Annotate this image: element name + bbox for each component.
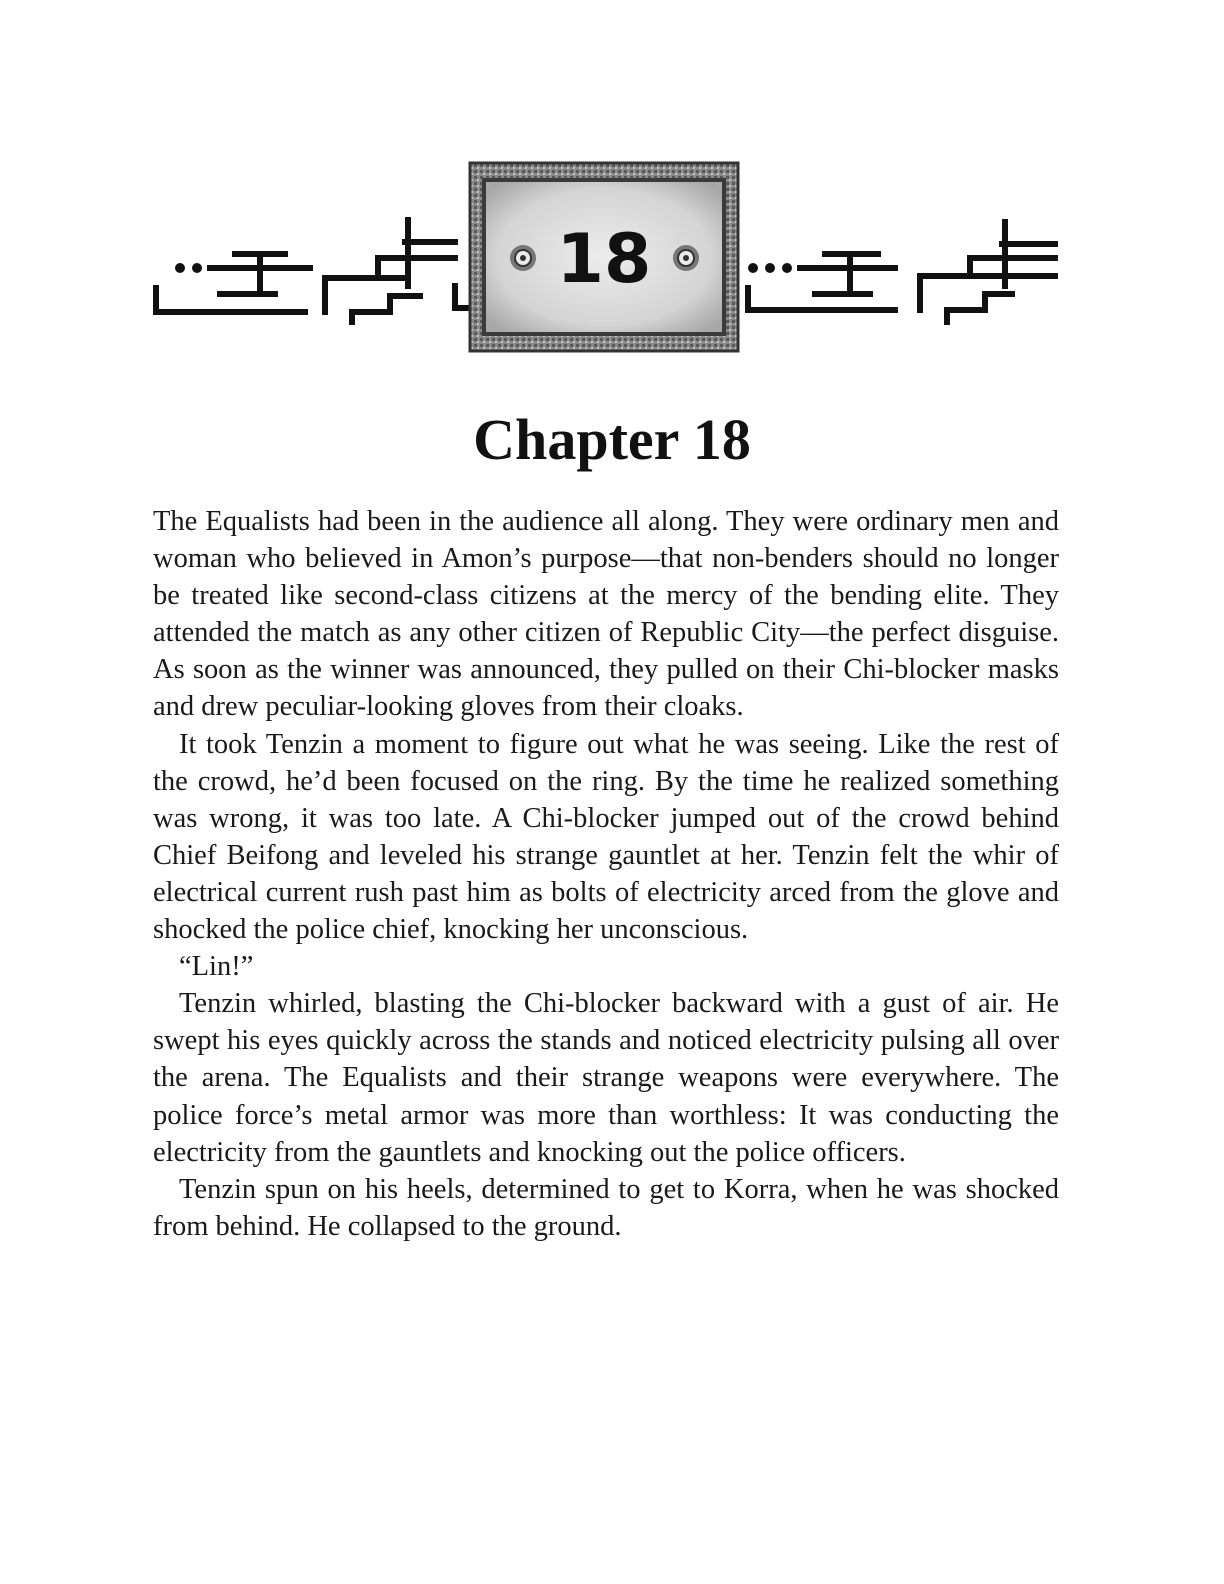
paragraph: “Lin!”: [179, 951, 254, 983]
paragraph: It took Tenzin a moment to figure out what he was seeing. Like the rest of the crowd, he’d been focused on the ring. By the time he realized something was wrong, it was too late. A Chi-blocker jumped out of the crowd behind Chief Beifong and leveled his strange gauntlet at her. Tenzin felt the whir of electrical current rush past him as bolts of electricity arced from the glove and shocked the police chief, knocking her unconscious.: [153, 728, 1059, 946]
chapter-title: Chapter 18: [473, 407, 751, 472]
left-dots: [175, 263, 202, 273]
left-rosette-icon: [510, 245, 536, 271]
chapter-number: 18: [556, 220, 652, 299]
paragraph: The Equalists had been in the audience all along. They were ordinary men and woman who believed in Amon’s purpose—that non-benders should no longer be treated like second-class citizens at the mercy of the bending elite. They attended the match as any other citizen of Republic City—the perfect disguise. As soon as the winner was announced, they pulled on their Chi-blocker masks and drew peculiar-looking gloves from their cloaks.: [153, 506, 1059, 723]
paragraph: Tenzin whirled, blasting the Chi-blocker backward with a gust of air. He swept his eyes quickly across the stands and noticed electricity pulsing all over the arena. The Equalists and their strange weapons were everywhere. The police force’s metal armor was more than worthless: It was conducting the electricity from the gauntlets and knocking out the police officers.: [153, 988, 1059, 1168]
right-dots: [748, 263, 792, 273]
right-rosette-icon: [673, 245, 699, 271]
chapter-body: [153, 503, 1059, 1245]
left-meander-ornament: [156, 220, 470, 322]
paragraph: Tenzin spun on his heels, determined to get to Korra, when he was shocked from behind. He collapsed to the ground.: [153, 1173, 1059, 1242]
chapter-ornament: [150, 158, 1060, 358]
right-meander-ornament: [748, 222, 1055, 322]
number-plate: [470, 163, 738, 351]
